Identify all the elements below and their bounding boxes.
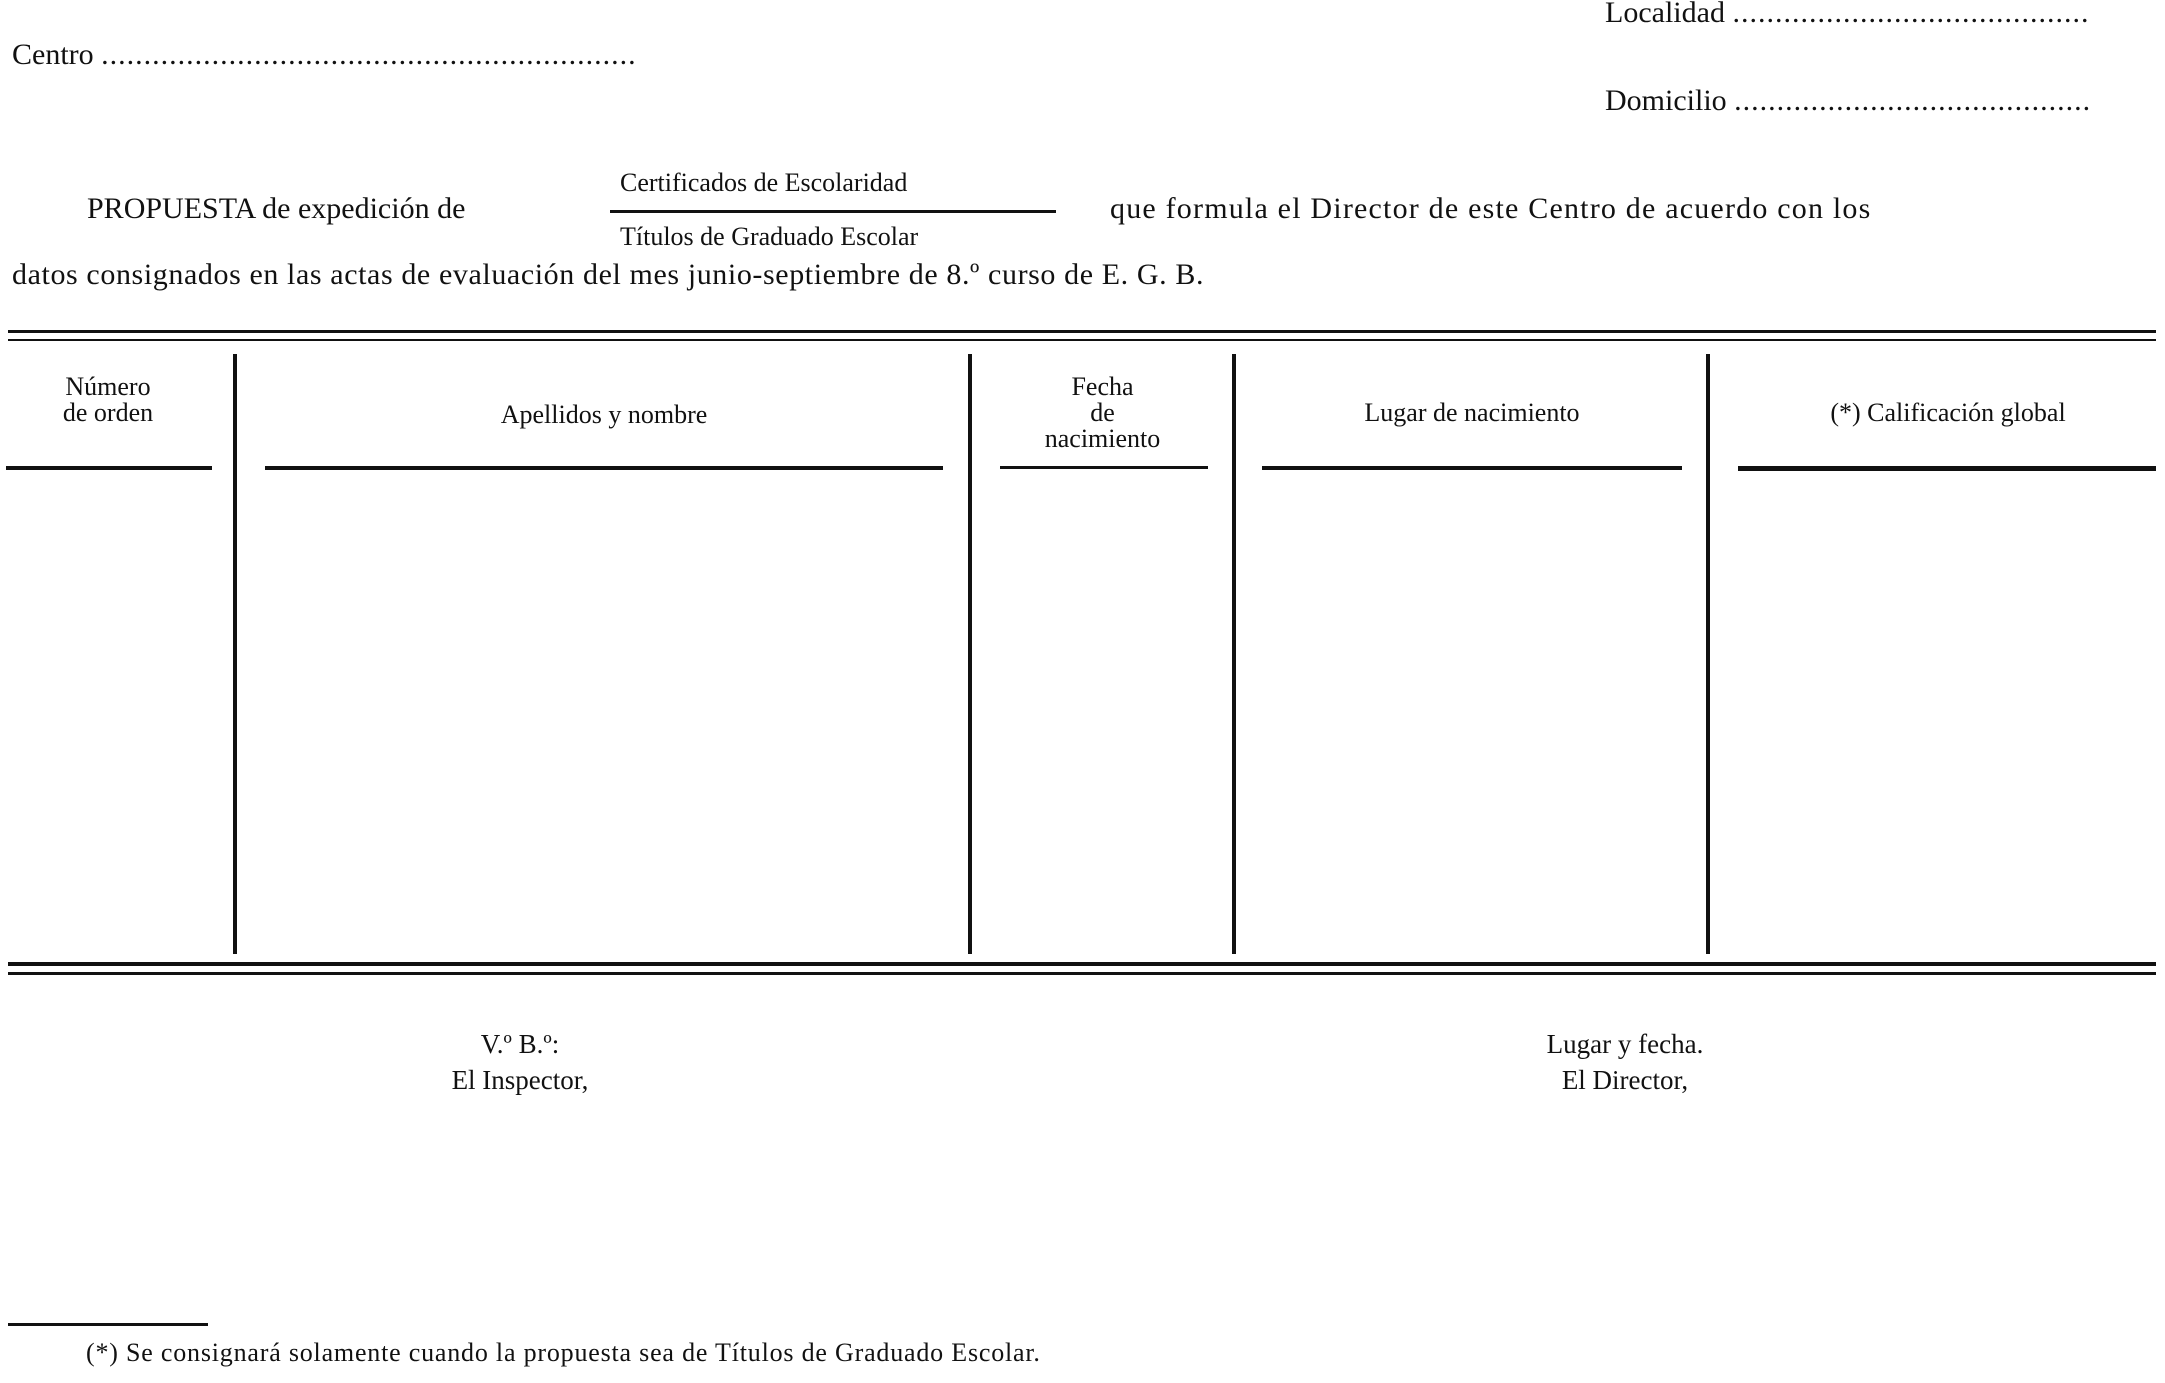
fraction-rule bbox=[610, 210, 1056, 213]
column-header-fecha bbox=[1000, 374, 1205, 452]
table-bottom-rule-2 bbox=[8, 972, 2156, 975]
column-header-calificacion bbox=[1740, 400, 2156, 426]
column-header-numero bbox=[8, 374, 208, 426]
column-underline-numero bbox=[6, 466, 212, 470]
signature-director bbox=[1425, 1026, 1825, 1098]
localidad-dots: .......................................... bbox=[1732, 0, 2090, 29]
column-underline-calificacion bbox=[1738, 466, 2156, 471]
signature-vobo: V.º B.º: bbox=[480, 1029, 560, 1059]
column-divider-1 bbox=[233, 354, 237, 954]
column-header-apellidos-line1: Apellidos y nombre bbox=[500, 400, 708, 429]
localidad-field bbox=[1605, 0, 2089, 30]
signature-director-title: El Director, bbox=[1561, 1065, 1689, 1095]
table-top-rule-1 bbox=[8, 330, 2156, 333]
centro-dots: ............................................................... bbox=[101, 38, 637, 71]
centro-field bbox=[12, 38, 637, 72]
signature-inspector-title: El Inspector, bbox=[451, 1065, 589, 1095]
signature-inspector bbox=[320, 1026, 720, 1098]
proposal-prefix: PROPUESTA de expedición de bbox=[87, 192, 466, 225]
column-header-fecha-line1: Fecha bbox=[1071, 372, 1134, 401]
column-divider-3 bbox=[1232, 354, 1236, 954]
column-underline-fecha bbox=[1000, 466, 1208, 469]
domicilio-label: Domicilio bbox=[1605, 84, 1727, 117]
footnote-rule bbox=[8, 1323, 208, 1326]
proposal-option-top: Certificados de Escolaridad bbox=[620, 168, 908, 197]
centro-label: Centro bbox=[12, 38, 94, 71]
signature-lugar-fecha: Lugar y fecha. bbox=[1546, 1029, 1704, 1059]
column-header-lugar-line1: Lugar de nacimiento bbox=[1364, 398, 1580, 427]
column-header-apellidos bbox=[264, 402, 944, 428]
column-underline-apellidos bbox=[265, 466, 943, 470]
column-header-fecha-line2: de bbox=[1090, 398, 1115, 427]
footnote-text: (*) Se consignará solamente cuando la propuesta sea de Títulos de Graduado Escolar. bbox=[86, 1338, 1041, 1367]
domicilio-dots: .......................................... bbox=[1734, 84, 2092, 117]
proposal-option-bottom: Títulos de Graduado Escolar bbox=[620, 222, 919, 251]
table-top-rule-2 bbox=[8, 339, 2156, 341]
column-header-fecha-line3: nacimiento bbox=[1044, 424, 1161, 453]
column-header-numero-line2: de orden bbox=[62, 398, 154, 427]
column-underline-lugar bbox=[1262, 466, 1682, 470]
column-header-numero-line1: Número bbox=[65, 372, 151, 401]
column-header-lugar bbox=[1262, 400, 1682, 426]
column-divider-4 bbox=[1706, 354, 1710, 954]
column-header-calificacion-line1: (*) Calificación global bbox=[1830, 398, 2066, 427]
localidad-label: Localidad bbox=[1605, 0, 1725, 29]
column-divider-2 bbox=[968, 354, 972, 954]
table-bottom-rule-1 bbox=[8, 962, 2156, 966]
domicilio-field bbox=[1605, 84, 2091, 118]
proposal-line2: datos consignados en las actas de evaluación del mes junio-septiembre de 8.º curso de E. G. B. bbox=[12, 258, 1205, 291]
proposal-suffix: que formula el Director de este Centro de acuerdo con los bbox=[1110, 192, 1872, 225]
